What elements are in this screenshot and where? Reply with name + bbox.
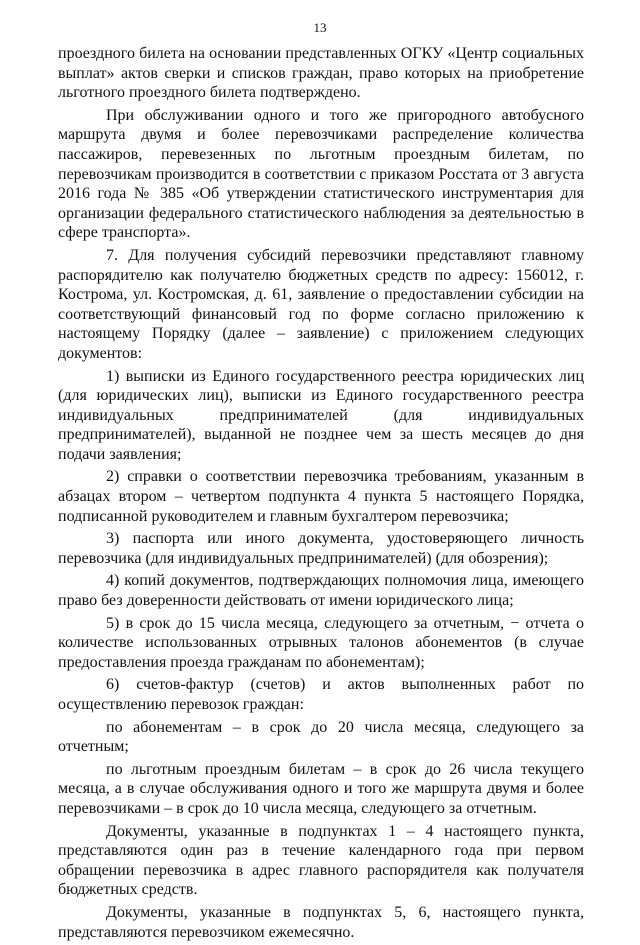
subitem-4: 4) копий документов, подтверждающих полномочия лица, имеющего право без доверенности действовать от имени юридического лица; <box>58 572 584 610</box>
paragraph-item-7: 7. Для получения субсидий перевозчики представляют главному распорядителю как получателю бюджетных средств по адресу: 156012, г. Кострома, ул. Костромская, д. 61, заявление о предоставлении субсидии на соответствующий финансовый год по форме согласно приложению к настоящему Порядку (далее – заявление) с приложением следующих документов: <box>58 246 584 362</box>
paragraph-continuation: проездного билета на основании представленных ОГКУ «Центр социальных выплат» актов сверки и списков граждан, право которых на приобретение льготного проездного билета подтверждено. <box>58 45 584 102</box>
subitem-3: 3) паспорта или иного документа, удостоверяющего личность перевозчика (для индивидуальных предпринимателей) (для обозрения); <box>58 530 584 567</box>
document-body <box>58 44 584 945</box>
page-number: 13 <box>313 20 327 35</box>
subitem-1: 1) выписки из Единого государственного реестра юридических лиц (для юридических лиц), выписки из Единого государственного реестра индивидуальных предпринимателей (для индивидуальных предпринимателей), выданной не позднее чем за шесть месяцев до дня подачи заявления; <box>58 367 584 463</box>
paragraph-documents-5-6: Документы, указанные в подпунктах 5, 6, настоящего пункта, представляются перевозчиком ежемесячно. <box>58 903 584 941</box>
subitem-6-tickets: по льготным проездным билетам – в срок до 26 числа текущего месяца, а в случае обслуживания одного и того же маршрута двумя и более перевозчиками – в срок до 10 числа месяца, следующего за отчетным. <box>58 760 584 817</box>
subitem-2: 2) справки о соответствии перевозчика требованиям, указанным в абзацах втором – четвертом подпункта 4 пункта 5 настоящего Порядка, подписанной руководителем и главным бухгалтером перевозчика; <box>58 468 584 525</box>
paragraph-documents-1-4: Документы, указанные в подпунктах 1 – 4 настоящего пункта, представляются один раз в течение календарного года при первом обращении перевозчика в адрес главного распорядителя как получателя бюджетных средств. <box>58 822 584 899</box>
subitem-6-subscriptions: по абонементам – в срок до 20 числа месяца, следующего за отчетным; <box>58 718 584 756</box>
subitem-6: 6) счетов-фактур (счетов) и актов выполненных работ по осуществлению перевозок граждан: <box>58 676 584 713</box>
subitem-5: 5) в срок до 15 числа месяца, следующего за отчетным, − отчета о количестве использованных отрывных талонов абонементов (в случае предоставления проезда гражданам по абонементам); <box>58 614 584 671</box>
paragraph-route-distribution: При обслуживании одного и того же пригородного автобусного маршрута двумя и более перевозчиками распределение количества пассажиров, перевезенных по льготным проездным билетам, по перевозчикам производится в соответствии с приказом Росстата от 3 августа 2016 года № 385 «Об утверждении статистического инструментария для организации федерального статистического наблюдения за деятельностью в сфере транспорта». <box>58 106 584 242</box>
